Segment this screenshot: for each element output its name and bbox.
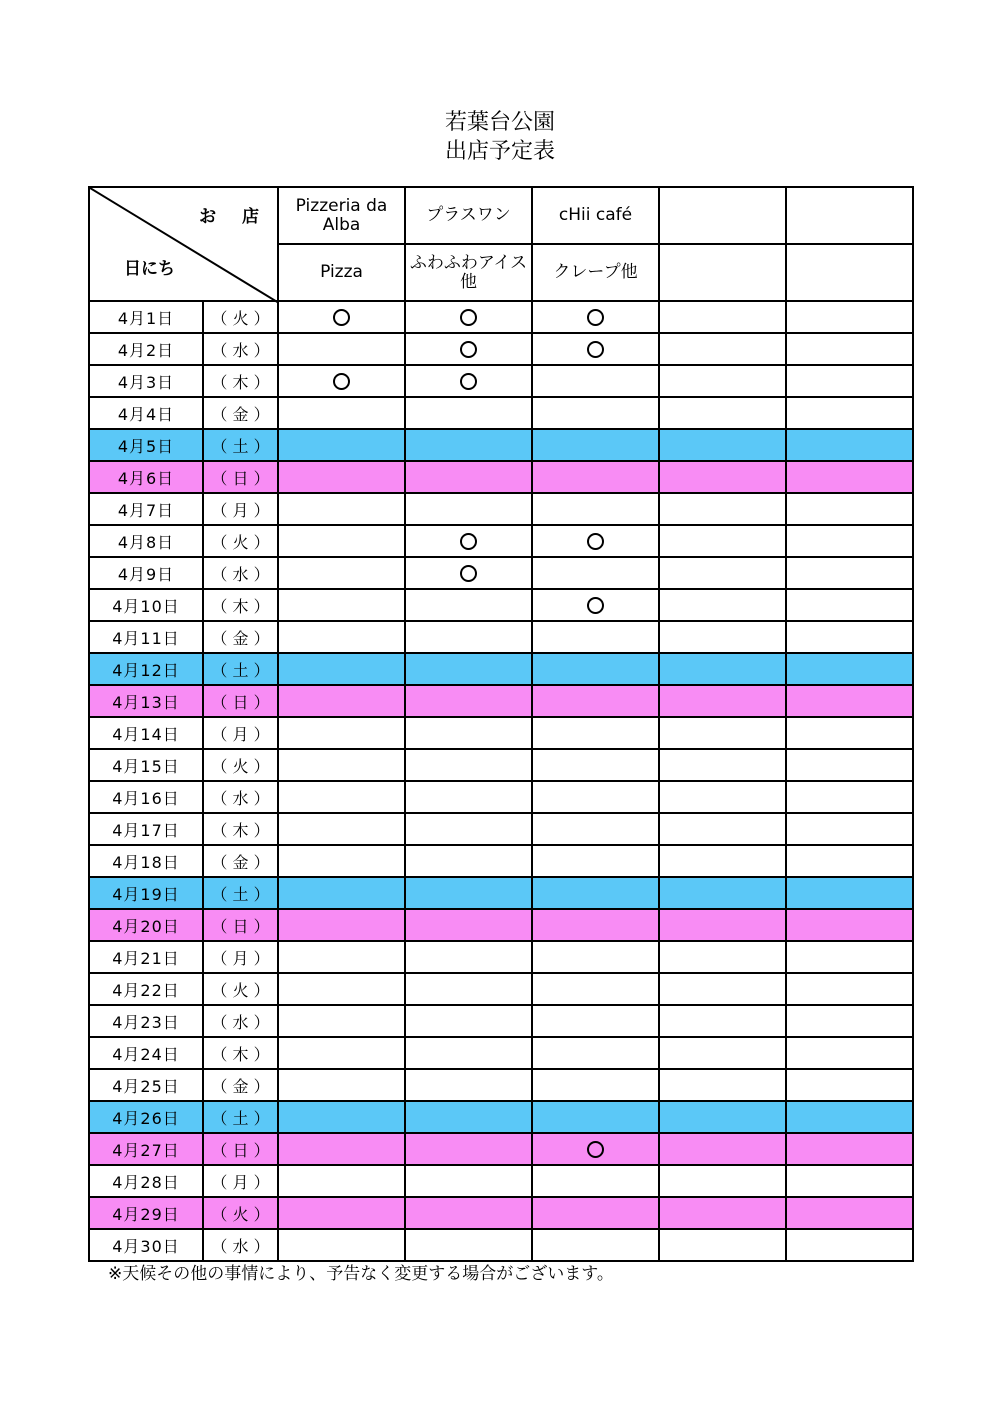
schedule-cell [786,941,913,973]
schedule-cell [405,653,532,685]
weekday-cell: （ 日 ） [203,909,278,941]
schedule-cell [659,653,786,685]
schedule-cell [532,717,659,749]
schedule-cell [278,1133,405,1165]
schedule-cell [786,1101,913,1133]
weekday-cell: （ 月 ） [203,493,278,525]
schedule-row [89,525,913,557]
schedule-cell [405,813,532,845]
shop-item-cell: ふわふわアイス他 [405,244,532,301]
schedule-cell [532,1005,659,1037]
schedule-cell [405,973,532,1005]
schedule-cell [532,1165,659,1197]
schedule-cell [278,525,405,557]
schedule-cell [659,909,786,941]
schedule-cell [659,621,786,653]
date-cell: 4月17日 [89,813,203,845]
schedule-cell [278,301,405,333]
open-mark-icon [460,341,477,358]
date-cell: 4月12日 [89,653,203,685]
weekday-cell: （ 水 ） [203,781,278,813]
schedule-cell [659,493,786,525]
schedule-cell [532,397,659,429]
date-cell: 4月3日 [89,365,203,397]
schedule-cell [278,429,405,461]
weekday-cell: （ 水 ） [203,1229,278,1261]
footnote: ※天候その他の事情により、予告なく変更する場合がございます。 [108,1264,614,1284]
date-cell: 4月27日 [89,1133,203,1165]
schedule-cell [786,1165,913,1197]
schedule-cell [405,301,532,333]
schedule-cell [405,429,532,461]
schedule-row [89,557,913,589]
schedule-row [89,685,913,717]
schedule-cell [786,845,913,877]
weekday-cell: （ 木 ） [203,1037,278,1069]
open-mark-icon [460,565,477,582]
schedule-row [89,909,913,941]
schedule-cell [659,877,786,909]
schedule-row [89,941,913,973]
schedule-cell [659,461,786,493]
weekday-cell: （ 月 ） [203,941,278,973]
schedule-cell [659,429,786,461]
schedule-cell [532,1101,659,1133]
schedule-body [89,187,913,1261]
schedule-row [89,621,913,653]
schedule-cell [786,461,913,493]
schedule-cell [786,653,913,685]
shop-name-cell: cHii café [532,187,659,244]
weekday-cell: （ 土 ） [203,653,278,685]
weekday-cell: （ 火 ） [203,973,278,1005]
shop-item-cell [786,244,913,301]
weekday-cell: （ 木 ） [203,365,278,397]
schedule-cell [405,1069,532,1101]
schedule-cell [532,1069,659,1101]
schedule-cell [532,877,659,909]
schedule-cell [532,365,659,397]
schedule-row [89,877,913,909]
open-mark-icon [333,309,350,326]
schedule-row [89,461,913,493]
schedule-cell [278,781,405,813]
schedule-cell [659,1165,786,1197]
open-mark-icon [587,597,604,614]
date-cell: 4月15日 [89,749,203,781]
schedule-cell [786,685,913,717]
schedule-cell [278,717,405,749]
weekday-cell: （ 金 ） [203,397,278,429]
schedule-cell [786,1229,913,1261]
weekday-cell: （ 金 ） [203,845,278,877]
schedule-cell [659,397,786,429]
date-cell: 4月20日 [89,909,203,941]
schedule-cell [659,333,786,365]
schedule-cell [405,525,532,557]
schedule-cell [278,365,405,397]
schedule-cell [532,589,659,621]
open-mark-icon [587,309,604,326]
schedule-row [89,749,913,781]
schedule-cell [405,365,532,397]
schedule-cell [786,333,913,365]
schedule-cell [405,589,532,621]
weekday-cell: （ 金 ） [203,621,278,653]
schedule-cell [532,653,659,685]
open-mark-icon [587,533,604,550]
schedule-cell [532,1197,659,1229]
date-cell: 4月24日 [89,1037,203,1069]
weekday-cell: （ 土 ） [203,1101,278,1133]
schedule-cell [278,1229,405,1261]
schedule-cell [278,813,405,845]
schedule-cell [786,877,913,909]
schedule-row [89,1165,913,1197]
schedule-cell [659,1005,786,1037]
date-cell: 4月21日 [89,941,203,973]
date-cell: 4月14日 [89,717,203,749]
date-cell: 4月29日 [89,1197,203,1229]
schedule-cell [532,1037,659,1069]
schedule-cell [405,1165,532,1197]
schedule-cell [786,973,913,1005]
schedule-row [89,429,913,461]
schedule-cell [786,1133,913,1165]
schedule-cell [786,621,913,653]
schedule-cell [786,301,913,333]
schedule-row [89,1133,913,1165]
date-cell: 4月8日 [89,525,203,557]
shop-item-cell [659,244,786,301]
schedule-cell [532,301,659,333]
schedule-row [89,973,913,1005]
schedule-cell [786,813,913,845]
schedule-row [89,1005,913,1037]
weekday-cell: （ 土 ） [203,429,278,461]
date-cell: 4月19日 [89,877,203,909]
schedule-row [89,1197,913,1229]
shop-name-cell [659,187,786,244]
schedule-row [89,1229,913,1261]
diagonal-divider [90,188,279,303]
schedule-cell [405,333,532,365]
schedule-cell [278,493,405,525]
open-mark-icon [460,373,477,390]
schedule-row [89,397,913,429]
schedule-row [89,653,913,685]
schedule-cell [786,909,913,941]
schedule-cell [786,397,913,429]
shop-item-cell: クレープ他 [532,244,659,301]
schedule-cell [659,941,786,973]
schedule-cell [659,1197,786,1229]
schedule-cell [532,557,659,589]
schedule-cell [659,973,786,1005]
corner-header-cell [89,187,278,301]
schedule-cell [278,621,405,653]
date-cell: 4月4日 [89,397,203,429]
schedule-cell [532,621,659,653]
schedule-cell [278,941,405,973]
schedule-cell [532,973,659,1005]
schedule-cell [405,461,532,493]
schedule-cell [278,1005,405,1037]
schedule-cell [405,877,532,909]
schedule-table [88,186,914,1262]
schedule-cell [659,717,786,749]
schedule-cell [786,749,913,781]
weekday-cell: （ 日 ） [203,1133,278,1165]
schedule-cell [659,1133,786,1165]
schedule-row [89,813,913,845]
schedule-cell [405,685,532,717]
shop-item-cell: Pizza [278,244,405,301]
schedule-cell [786,493,913,525]
shop-name-cell: プラスワン [405,187,532,244]
schedule-cell [278,973,405,1005]
schedule-cell [278,1101,405,1133]
schedule-cell [278,877,405,909]
weekday-cell: （ 木 ） [203,589,278,621]
schedule-cell [786,557,913,589]
schedule-cell [786,589,913,621]
schedule-cell [532,685,659,717]
schedule-cell [659,749,786,781]
schedule-cell [532,461,659,493]
schedule-cell [532,813,659,845]
schedule-cell [278,557,405,589]
weekday-cell: （ 火 ） [203,525,278,557]
schedule-cell [278,1197,405,1229]
schedule-cell [532,429,659,461]
date-cell: 4月10日 [89,589,203,621]
schedule-cell [659,365,786,397]
schedule-row [89,781,913,813]
weekday-cell: （ 日 ） [203,685,278,717]
date-cell: 4月7日 [89,493,203,525]
open-mark-icon [587,341,604,358]
schedule-cell [659,525,786,557]
schedule-cell [405,1037,532,1069]
schedule-cell [786,717,913,749]
date-cell: 4月18日 [89,845,203,877]
schedule-cell [786,1037,913,1069]
date-cell: 4月23日 [89,1005,203,1037]
schedule-cell [405,1197,532,1229]
schedule-row [89,1101,913,1133]
schedule-cell [405,1133,532,1165]
schedule-cell [405,717,532,749]
schedule-cell [278,1037,405,1069]
schedule-cell [405,557,532,589]
schedule-cell [659,301,786,333]
schedule-cell [405,493,532,525]
schedule-cell [278,685,405,717]
date-cell: 4月28日 [89,1165,203,1197]
schedule-row [89,845,913,877]
schedule-cell [659,1101,786,1133]
schedule-cell [278,749,405,781]
schedule-cell [405,397,532,429]
date-cell: 4月26日 [89,1101,203,1133]
schedule-cell [532,1229,659,1261]
schedule-cell [786,365,913,397]
date-cell: 4月5日 [89,429,203,461]
schedule-cell [278,333,405,365]
schedule-row [89,333,913,365]
date-cell: 4月9日 [89,557,203,589]
schedule-cell [659,589,786,621]
weekday-cell: （ 木 ） [203,813,278,845]
weekday-cell: （ 火 ） [203,749,278,781]
page-subtitle: 出店予定表 [444,139,555,164]
page-title: 若葉台公園 [444,110,555,135]
schedule-cell [405,941,532,973]
weekday-cell: （ 月 ） [203,717,278,749]
weekday-cell: （ 水 ） [203,1005,278,1037]
schedule-cell [532,1133,659,1165]
schedule-cell [278,1165,405,1197]
schedule-cell [786,1197,913,1229]
schedule-cell [278,461,405,493]
schedule-cell [532,941,659,973]
schedule-cell [278,909,405,941]
open-mark-icon [460,309,477,326]
schedule-row [89,717,913,749]
schedule-cell [659,1069,786,1101]
schedule-row [89,1037,913,1069]
date-cell: 4月2日 [89,333,203,365]
date-cell: 4月25日 [89,1069,203,1101]
schedule-cell [786,1069,913,1101]
shop-name-cell [786,187,913,244]
weekday-cell: （ 水 ） [203,557,278,589]
weekday-cell: （ 金 ） [203,1069,278,1101]
schedule-cell [532,845,659,877]
schedule-cell [278,397,405,429]
schedule-cell [659,1229,786,1261]
schedule-cell [278,845,405,877]
shop-name-cell: Pizzeria da Alba [278,187,405,244]
schedule-cell [532,525,659,557]
schedule-row [89,301,913,333]
schedule-cell [405,1101,532,1133]
schedule-row [89,589,913,621]
schedule-cell [405,1005,532,1037]
schedule-cell [278,589,405,621]
schedule-cell [659,845,786,877]
schedule-row [89,493,913,525]
weekday-cell: （ 月 ） [203,1165,278,1197]
schedule-cell [659,813,786,845]
schedule-cell [405,909,532,941]
date-axis-label: 日にち [124,259,175,279]
date-cell: 4月30日 [89,1229,203,1261]
date-cell: 4月22日 [89,973,203,1005]
header-row-shops [89,187,913,244]
date-cell: 4月6日 [89,461,203,493]
schedule-cell [786,525,913,557]
schedule-cell [786,781,913,813]
schedule-cell [405,621,532,653]
schedule-cell [405,1229,532,1261]
schedule-cell [405,845,532,877]
schedule-row [89,365,913,397]
schedule-cell [532,749,659,781]
schedule-cell [278,653,405,685]
weekday-cell: （ 日 ） [203,461,278,493]
schedule-cell [532,493,659,525]
schedule-cell [659,557,786,589]
schedule-cell [659,1037,786,1069]
date-cell: 4月13日 [89,685,203,717]
schedule-cell [659,781,786,813]
date-cell: 4月1日 [89,301,203,333]
date-cell: 4月16日 [89,781,203,813]
schedule-cell [786,429,913,461]
schedule-cell [532,333,659,365]
weekday-cell: （ 火 ） [203,1197,278,1229]
schedule-cell [532,781,659,813]
schedule-row [89,1069,913,1101]
weekday-cell: （ 土 ） [203,877,278,909]
schedule-cell [786,1005,913,1037]
open-mark-icon [460,533,477,550]
schedule-cell [278,1069,405,1101]
weekday-cell: （ 火 ） [203,301,278,333]
schedule-cell [659,685,786,717]
weekday-cell: （ 水 ） [203,333,278,365]
open-mark-icon [587,1141,604,1158]
schedule-cell [405,749,532,781]
date-cell: 4月11日 [89,621,203,653]
open-mark-icon [333,373,350,390]
schedule-cell [532,909,659,941]
shop-axis-label: お 店 [199,207,269,227]
schedule-cell [405,781,532,813]
